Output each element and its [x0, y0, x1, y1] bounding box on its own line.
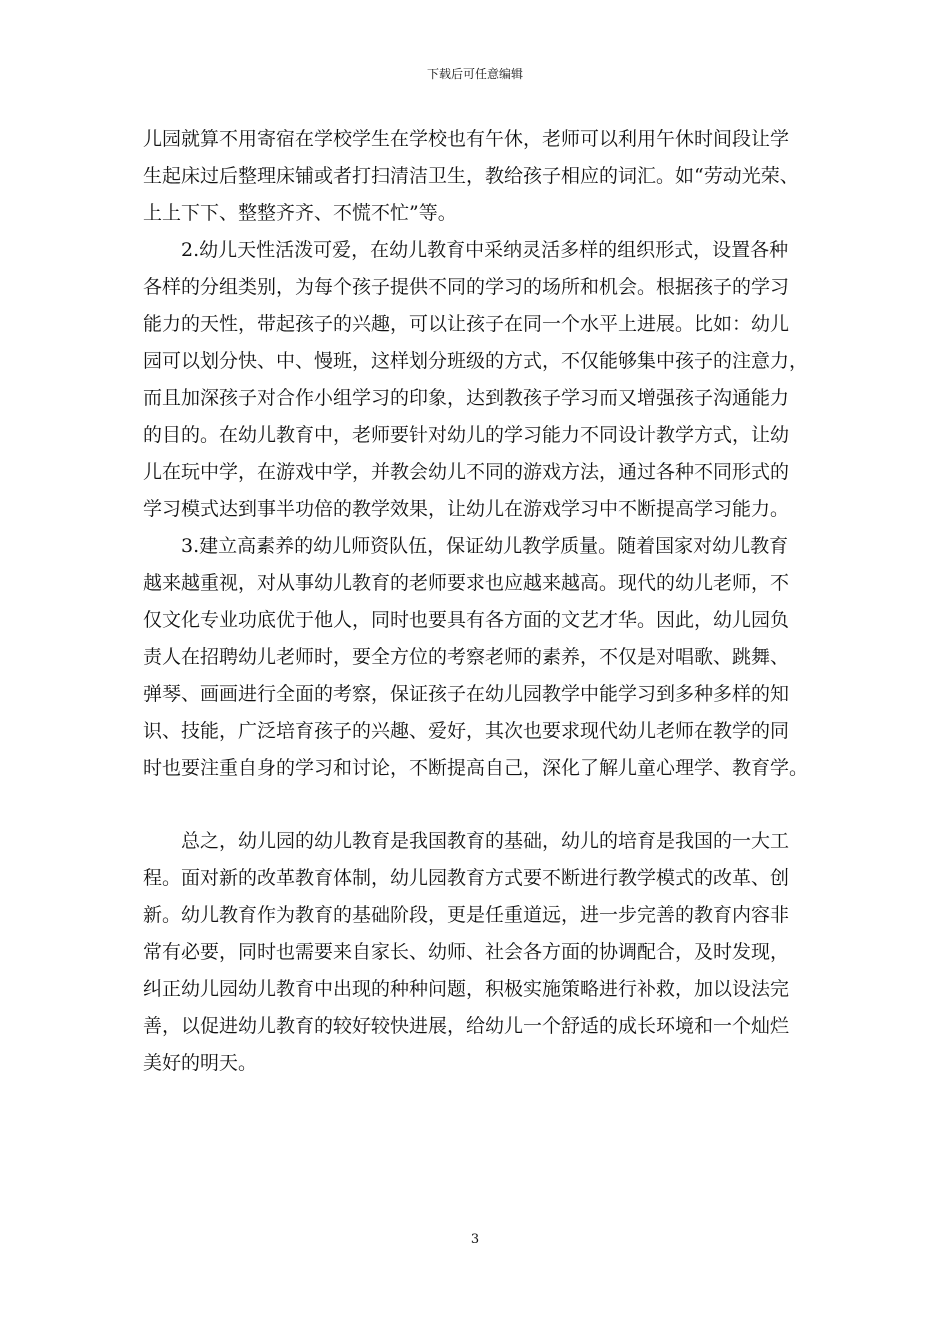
- page-header: 下载后可任意编辑: [426, 67, 523, 81]
- text-line: 时也要注重自身的学习和讨论，不断提高自己，深化了解儿童心理学、教育学。: [143, 757, 809, 779]
- text-line: 总之，幼儿园的幼儿教育是我国教育的基础，幼儿的培育是我国的一大工: [143, 830, 790, 852]
- text-line: 的目的。在幼儿教育中，老师要针对幼儿的学习能力不同设计教学方式，让幼: [143, 424, 790, 446]
- text-line: 弹琴、画画进行全面的考察，保证孩子在幼儿园教学中能学习到多种多样的知: [143, 683, 790, 705]
- text-line: 美好的明天。: [143, 1052, 258, 1074]
- text-line: 仅文化专业功底优于他人，同时也要具有各方面的文艺才华。因此，幼儿园负: [143, 609, 790, 631]
- text-line: 纠正幼儿园幼儿教育中出现的种种问题，积极实施策略进行补救，加以设法完: [143, 978, 790, 1000]
- text-line: 2.幼儿天性活泼可爱，在幼儿教育中采纳灵活多样的组织形式，设置各种: [143, 239, 789, 261]
- page-number: 3: [470, 1232, 480, 1247]
- text-line: 越来越重视，对从事幼儿教育的老师要求也应越来越高。现代的幼儿老师，不: [143, 572, 790, 594]
- paragraph-continuation: [143, 121, 810, 232]
- paragraph-conclusion: [143, 823, 810, 1082]
- document-body: [143, 121, 810, 1082]
- paragraph-item-2: [143, 232, 810, 528]
- text-line: 上上下下、整整齐齐、不慌不忙”等。: [143, 202, 457, 224]
- text-line: 新。幼儿教育作为教育的基础阶段，更是任重道远，进一步完善的教育内容非: [143, 904, 790, 926]
- text-line: 程。面对新的改革教育体制，幼儿园教育方式要不断进行教学模式的改革、创: [143, 867, 790, 889]
- text-line: 善，以促进幼儿教育的较好较快进展，给幼儿一个舒适的成长环境和一个灿烂: [143, 1015, 790, 1037]
- paragraph-item-3: [143, 528, 810, 787]
- text-line: 生起床过后整理床铺或者打扫清洁卫生，教给孩子相应的词汇。如“劳动光荣、: [143, 165, 799, 187]
- text-line: 而且加深孩子对合作小组学习的印象，达到教孩子学习而又增强孩子沟通能力: [143, 387, 790, 409]
- text-line: 常有必要，同时也需要来自家长、幼师、社会各方面的协调配合，及时发现，: [143, 941, 790, 963]
- text-line: 学习模式达到事半功倍的教学效果，让幼儿在游戏学习中不断提高学习能力。: [143, 498, 790, 520]
- text-line: 识、技能，广泛培育孩子的兴趣、爱好，其次也要求现代幼儿老师在教学的同: [143, 720, 790, 742]
- text-line: 能力的天性，带起孩子的兴趣，可以让孩子在同一个水平上进展。比如：幼儿: [143, 313, 790, 335]
- text-line: 儿园就算不用寄宿在学校学生在学校也有午休，老师可以利用午休时间段让学: [143, 128, 790, 150]
- text-line: 儿在玩中学，在游戏中学，并教会幼儿不同的游戏方法，通过各种不同形式的: [143, 461, 790, 483]
- text-line: 园可以划分快、中、慢班，这样划分班级的方式，不仅能够集中孩子的注意力，: [143, 350, 809, 372]
- text-line: 3.建立高素养的幼儿师资队伍，保证幼儿教学质量。随着国家对幼儿教育: [143, 535, 789, 557]
- text-line: 责人在招聘幼儿老师时，要全方位的考察老师的素养，不仅是对唱歌、跳舞、: [143, 646, 790, 668]
- text-line: 各样的分组类别，为每个孩子提供不同的学习的场所和机会。根据孩子的学习: [143, 276, 790, 298]
- paragraph-spacer: [143, 787, 810, 823]
